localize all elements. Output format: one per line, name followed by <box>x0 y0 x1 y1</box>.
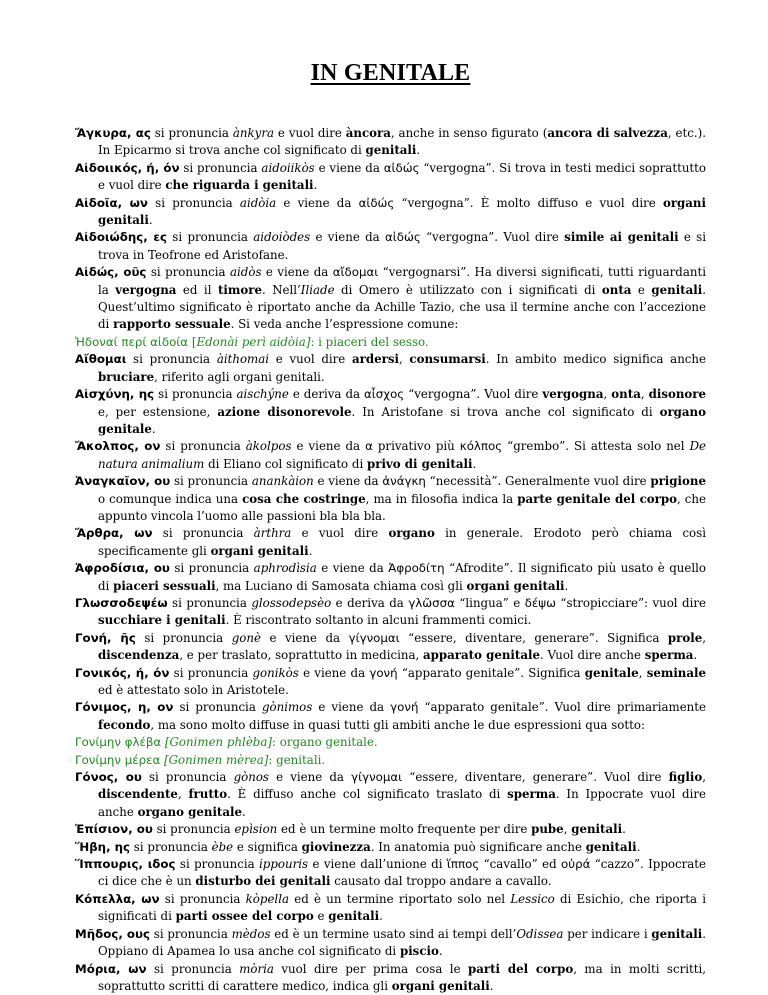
text-run: si pronuncia <box>147 962 240 976</box>
bold-text: àncora <box>346 126 391 140</box>
text-run: . In anatomia può significare anche <box>371 840 586 854</box>
text-run: si pronuncia <box>151 126 233 140</box>
greek-term: αἶσχος <box>364 387 404 401</box>
headword: Γονικός, ή, όν <box>75 666 169 680</box>
headword: Γόνιμος, η, ον <box>75 700 173 714</box>
headword: Αἰδοιικός, ή, όν <box>75 161 180 175</box>
text-run: , <box>178 787 189 801</box>
text-run: e viene da <box>314 474 383 488</box>
glossary-entry <box>75 926 706 961</box>
text-run: vuol dire per prima cosa le <box>274 962 468 976</box>
bold-text: pube <box>531 822 564 836</box>
bold-text: organi genitali <box>98 196 706 227</box>
text-run: si pronuncia <box>167 230 253 244</box>
greek-term: ἀνάγκη <box>382 474 426 488</box>
bold-text: azione disonorevole <box>217 405 351 419</box>
text-run: : i piaceri del sesso. <box>310 335 428 349</box>
text-run: si pronuncia <box>154 387 236 401</box>
text-run: . È diffuso anche col significato traslato di <box>227 787 507 801</box>
text-run: . Vuol dire anche <box>540 648 645 662</box>
text-run: e viene da <box>262 265 333 279</box>
text-run: , <box>399 352 409 366</box>
italic-text: èbe <box>212 840 234 854</box>
bold-text: apparato genitale <box>423 648 540 662</box>
italic-text: aidoiikòs <box>261 161 314 175</box>
italic-text: Lessico <box>510 892 554 906</box>
text-run: “essere, diventare, generare”. Vuol dire <box>402 770 668 784</box>
text-run: . In Ippocrate vuol dire anche <box>98 787 706 818</box>
text-run: : organo genitale. <box>272 735 378 749</box>
text-run: si pronuncia <box>176 857 260 871</box>
text-run: “vergogna”. Vuol dire <box>404 387 542 401</box>
glossary-entry <box>75 525 706 560</box>
italic-text: Edonài perì aidòia] <box>196 335 310 349</box>
text-run: e deriva da <box>331 596 408 610</box>
headword: Γονή, ῆς <box>75 631 136 645</box>
bold-text: consumarsi <box>409 352 485 366</box>
italic-text: aidòia <box>240 196 276 210</box>
italic-text: aischýne <box>237 387 289 401</box>
italic-text: gònimos <box>262 700 312 714</box>
bold-text: privo di genitali <box>367 457 472 471</box>
text-run: “Afrodite”. Il significato più usato è quello di <box>98 561 706 592</box>
text-run: si pronuncia <box>150 927 232 941</box>
text-run: . <box>439 944 443 958</box>
text-run: . <box>242 805 246 819</box>
text-run: . <box>472 457 476 471</box>
text-run: . <box>693 648 697 662</box>
bold-text: parte genitale del corpo <box>517 492 677 506</box>
italic-text: Odissea <box>516 927 563 941</box>
italic-text: aidoiòdes <box>253 230 310 244</box>
text-run: e viene da <box>299 666 370 680</box>
italic-text: [Gonimen mèrea] <box>164 753 268 767</box>
greek-term: Ἀφροδίτη <box>388 561 444 575</box>
glossary-entry <box>75 351 706 386</box>
glossary-entry <box>75 386 706 438</box>
text-run: . <box>149 213 153 227</box>
text-run: ed è un termine usato sind ai tempi dell’ <box>271 927 517 941</box>
headword: Μόρια, ων <box>75 962 147 976</box>
text-run: . Oppiano di Apamea lo usa anche col significato di <box>98 927 706 958</box>
text-run: , anche in senso figurato ( <box>391 126 547 140</box>
text-run: , e per traslato, soprattutto in medicina, <box>179 648 423 662</box>
text-run: e viene da <box>310 230 385 244</box>
bold-text: bruciare <box>98 370 154 384</box>
text-run: . <box>379 909 383 923</box>
glossary-entry <box>75 229 706 264</box>
text-run: si pronuncia <box>170 561 254 575</box>
text-run: e viene da <box>261 631 349 645</box>
glossary-entry <box>75 821 706 838</box>
italic-text: Iliade <box>301 283 335 297</box>
greek-term: δέψω <box>525 596 556 610</box>
text-run: , <box>604 387 612 401</box>
bold-text: figlio <box>669 770 703 784</box>
text-run: , etc.). In Epicarmo si trova anche col significato di <box>98 126 706 157</box>
bold-text: parti ossee del corpo <box>176 909 314 923</box>
greek-term: Γονίμην μέρεα <box>75 753 160 767</box>
text-run: . <box>637 840 641 854</box>
text-run: , <box>641 387 649 401</box>
italic-text: ànkyra <box>233 126 274 140</box>
glossary-entry <box>75 438 706 473</box>
bold-text: organo genitale <box>138 805 242 819</box>
text-run: si pronuncia <box>160 439 245 453</box>
bold-text: ancora di salvezza <box>547 126 668 140</box>
text-run: in generale. Erodoto però chiama così specificamente gli <box>98 526 706 557</box>
text-run: , <box>702 770 706 784</box>
text-run: di Esichio, che riporta i significati di <box>98 892 706 923</box>
text-run: [ <box>188 335 196 349</box>
text-run: , ma sono molto diffuse in quasi tutti gli ambiti anche le due espressioni qua sotto: <box>150 718 645 732</box>
bold-text: onta <box>611 387 641 401</box>
text-run: e viene da <box>315 161 384 175</box>
bold-text: sperma <box>507 787 556 801</box>
italic-text: epìsion <box>234 822 277 836</box>
text-run: . <box>416 143 420 157</box>
text-run: , ma in molti scritti, soprattutto scritti di carattere medico, indica gli <box>98 962 706 993</box>
glossary-entry <box>75 125 706 160</box>
text-run: e deriva da <box>289 387 364 401</box>
italic-text: ippouris <box>259 857 308 871</box>
glossary-entry <box>75 961 706 995</box>
bold-text: genitali <box>328 909 379 923</box>
italic-text: gonè <box>232 631 261 645</box>
italic-text: àithomai <box>217 352 269 366</box>
headword: Ἥβη, ης <box>75 840 130 854</box>
text-run: o comunque indica una <box>98 492 242 506</box>
text-run: , <box>702 631 706 645</box>
text-run: “vergogna”. È molto diffuso e vuol dire <box>394 196 663 210</box>
greek-term: οὐρά <box>561 857 590 871</box>
bold-text: disonore <box>649 387 706 401</box>
glossary-entry <box>75 630 706 665</box>
text-run: . Si veda anche l’espressione comune: <box>231 317 459 331</box>
text-run: ed è attestato solo in Aristotele. <box>98 683 289 697</box>
text-run: . Quest’ultimo significato è riportato anche da Achille Tazio, che usa il termine anche con l’accezione di <box>98 283 706 332</box>
text-run: e <box>631 283 651 297</box>
headword: Μῆδος, ους <box>75 927 150 941</box>
greek-term: αἰδώς <box>359 196 395 210</box>
bold-text: simile ai genitali <box>564 230 678 244</box>
text-run: si pronuncia <box>146 265 230 279</box>
bold-text: fecondo <box>98 718 150 732</box>
text-run: si pronuncia <box>136 631 232 645</box>
text-run: si pronuncia <box>160 892 246 906</box>
glossary-entry <box>75 473 706 525</box>
text-run: di Eliano col significato di <box>204 457 367 471</box>
bold-text: organo <box>388 526 434 540</box>
text-run: “apparato genitale”. Significa <box>398 666 585 680</box>
headword: Γόνος, ου <box>75 770 142 784</box>
headword: Ἐπίσιον, ου <box>75 822 153 836</box>
text-run: e <box>314 909 328 923</box>
bold-text: onta <box>602 283 632 297</box>
text-run: . <box>152 422 156 436</box>
italic-text: gònos <box>234 770 269 784</box>
italic-text: glossodepsèo <box>251 596 331 610</box>
text-run: e viene da <box>292 439 366 453</box>
text-run: e vuol dire <box>274 126 346 140</box>
bold-text: vergogna <box>542 387 603 401</box>
glossary-entry <box>75 560 706 595</box>
greek-term: αἰδώς <box>384 161 420 175</box>
glossary-entry <box>75 856 706 891</box>
italic-text: mèdos <box>232 927 271 941</box>
text-run: e viene da <box>312 700 390 714</box>
text-run: si pronuncia <box>148 196 240 210</box>
text-run: “vergogna”. Si trova in testi medici soprattutto e vuol dire <box>98 161 706 192</box>
bold-text: cosa che costringe <box>242 492 366 506</box>
headword: Αἰσχύνη, ης <box>75 387 154 401</box>
text-run: , che appunto vincola l’uomo alle passioni bla bla bla. <box>98 492 706 523</box>
text-run: e si trova in Teofrone ed Aristofane. <box>98 230 706 261</box>
text-run: ed il <box>176 283 218 297</box>
text-run: si pronuncia <box>153 822 235 836</box>
greek-term: κόλπος <box>460 439 502 453</box>
bold-text: genitali <box>651 927 702 941</box>
text-run: e vuol dire <box>269 352 352 366</box>
text-run: si pronuncia <box>173 700 262 714</box>
greek-term: αἴδομαι <box>333 265 378 279</box>
text-run: “vergognarsi”. Ha diversi significati, tutti riguardanti la <box>98 265 706 296</box>
headword: Κόπελλα, ων <box>75 892 160 906</box>
text-run: si pronuncia <box>130 840 212 854</box>
headword: Ἄγκυρα, ας <box>75 126 151 140</box>
bold-text: genitali <box>366 143 417 157</box>
text-run: . <box>309 544 313 558</box>
greek-term: Γονίμην φλέβα <box>75 735 161 749</box>
headword: Αἰδοῖα, ων <box>75 196 148 210</box>
text-run: ed è un termine molto frequente per dire <box>277 822 531 836</box>
italic-text: aphrodìsia <box>254 561 317 575</box>
headword: Αἰδοιώδης, ες <box>75 230 167 244</box>
bold-text: timore <box>218 283 262 297</box>
bold-text: genitale <box>585 666 639 680</box>
glossary-entry <box>75 891 706 926</box>
glossary-entry <box>75 595 706 630</box>
text-run: si pronuncia <box>180 161 262 175</box>
text-run: si pronuncia <box>168 596 252 610</box>
bold-text: ardersi <box>352 352 399 366</box>
text-run: si pronuncia <box>142 770 234 784</box>
text-run: . È riscontrato soltanto in alcuni frammenti comici. <box>226 613 532 627</box>
glossary-entry <box>75 195 706 230</box>
text-run: . <box>490 979 494 993</box>
bold-text: piaceri sessuali <box>113 579 215 593</box>
italic-text: anankàion <box>252 474 314 488</box>
text-run: , ma in filosofia indica la <box>366 492 518 506</box>
greek-term: γλῶσσα <box>408 596 455 610</box>
page-title: IN GENITALE <box>75 60 706 87</box>
bold-text: discendente <box>98 787 178 801</box>
glossary-entry <box>75 839 706 856</box>
text-run: “lingua” e <box>455 596 525 610</box>
greek-term: Ἡδοναί περί αἰδοία <box>75 335 188 349</box>
italic-text: De natura animalium <box>98 439 706 470</box>
text-run: , <box>639 666 647 680</box>
text-run: privativo più <box>373 439 460 453</box>
text-run: “necessità”. Generalmente vuol dire <box>426 474 650 488</box>
bold-text: discendenza <box>98 648 179 662</box>
glossary-entry <box>75 699 706 734</box>
italic-text: mòria <box>239 962 274 976</box>
bold-text: organi genitali <box>392 979 490 993</box>
bold-text: genitali <box>571 822 622 836</box>
italic-text: àrthra <box>254 526 292 540</box>
glossary-entry <box>75 264 706 334</box>
bold-text: genitali <box>651 283 702 297</box>
text-run: e viene da <box>276 196 358 210</box>
bold-text: organi genitali <box>467 579 565 593</box>
greek-term: α <box>365 439 373 453</box>
bold-text: organi genitali <box>211 544 309 558</box>
italic-text: gonikòs <box>252 666 298 680</box>
text-run: “essere, diventare, generare”. Significa <box>400 631 668 645</box>
text-run: , ma Luciano di Samosata chiama così gli <box>216 579 467 593</box>
greek-term: ἵππος <box>447 857 479 871</box>
text-run: “vergogna”. Vuol dire <box>421 230 564 244</box>
greek-term: αἰδώς <box>385 230 421 244</box>
glossary-entry <box>75 665 706 700</box>
text-run: e viene da <box>317 561 388 575</box>
bold-text: che riguarda i genitali <box>165 178 313 192</box>
greek-term: γίγνομαι <box>349 631 400 645</box>
greek-term: γονή <box>390 700 418 714</box>
headword: Αἰδώς, οῦς <box>75 265 146 279</box>
headword: Αἴθομαι <box>75 352 126 366</box>
text-run: ed è un termine riportato solo nel <box>289 892 510 906</box>
italic-text: [Gonimen phlèba] <box>165 735 272 749</box>
text-run: “apparato genitale”. Vuol dire primariamente <box>418 700 706 714</box>
bold-text: seminale <box>647 666 706 680</box>
greek-term: γίγνομαι <box>351 770 402 784</box>
text-run: “grembo”. Si attesta solo nel <box>502 439 689 453</box>
text-run: e viene da <box>269 770 351 784</box>
text-run: “cavallo” ed <box>479 857 561 871</box>
bold-text: prigione <box>650 474 706 488</box>
text-run: per indicare i <box>563 927 651 941</box>
text-run: “stropicciare”: vuol dire <box>556 596 706 610</box>
bold-text: frutto <box>188 787 227 801</box>
bold-text: genitali <box>586 840 637 854</box>
headword: Ἀφροδίσια, ου <box>75 561 170 575</box>
bold-text: giovinezza <box>302 840 371 854</box>
text-run: . In ambito medico significa anche <box>486 352 706 366</box>
text-run: “cazzo”. Ippocrate ci dice che è un <box>98 857 706 888</box>
text-run: , <box>564 822 572 836</box>
italic-text: àkolpos <box>246 439 292 453</box>
text-run: . <box>314 178 318 192</box>
italic-text: kòpella <box>246 892 289 906</box>
text-run: si pronuncia <box>170 474 252 488</box>
headword: Ἵππουρις, ιδος <box>75 857 176 871</box>
glossary-list <box>75 125 706 995</box>
greek-term: γονή <box>369 666 397 680</box>
bold-text: piscio <box>400 944 439 958</box>
bold-text: sperma <box>645 648 694 662</box>
text-run: . <box>565 579 569 593</box>
expression-line <box>75 334 706 351</box>
text-run: si pronuncia <box>153 526 254 540</box>
bold-text: rapporto sessuale <box>113 317 231 331</box>
italic-text: aidòs <box>230 265 262 279</box>
bold-text: vergogna <box>115 283 176 297</box>
text-run: causato dal troppo andare a cavallo. <box>330 874 551 888</box>
text-run: . <box>622 822 626 836</box>
text-run: e viene dall’unione di <box>308 857 447 871</box>
expression-line <box>75 734 706 751</box>
text-run: e vuol dire <box>291 526 388 540</box>
headword: Γλωσσοδεψέω <box>75 596 168 610</box>
text-run: . Nell’ <box>262 283 301 297</box>
headword: Ἀναγκαῖον, ου <box>75 474 170 488</box>
text-run: si pronuncia <box>126 352 216 366</box>
glossary-entry <box>75 160 706 195</box>
headword: Ἄκολπος, ον <box>75 439 160 453</box>
glossary-entry <box>75 769 706 821</box>
text-run: e, per estensione, <box>98 405 217 419</box>
text-run: . In Aristofane si trova anche col significato di <box>352 405 660 419</box>
bold-text: disturbo dei genitali <box>195 874 330 888</box>
text-run: si pronuncia <box>169 666 252 680</box>
bold-text: organo genitale <box>98 405 706 436</box>
headword: Ἄρθρα, ων <box>75 526 153 540</box>
expression-line <box>75 752 706 769</box>
text-run: di Omero è utilizzato con i significati di <box>335 283 602 297</box>
bold-text: parti del corpo <box>468 962 573 976</box>
text-run: : genitali. <box>268 753 325 767</box>
bold-text: prole <box>668 631 702 645</box>
bold-text: succhiare i genitali <box>98 613 226 627</box>
text-run: e significa <box>233 840 302 854</box>
text-run: , riferito agli organi genitali. <box>154 370 325 384</box>
